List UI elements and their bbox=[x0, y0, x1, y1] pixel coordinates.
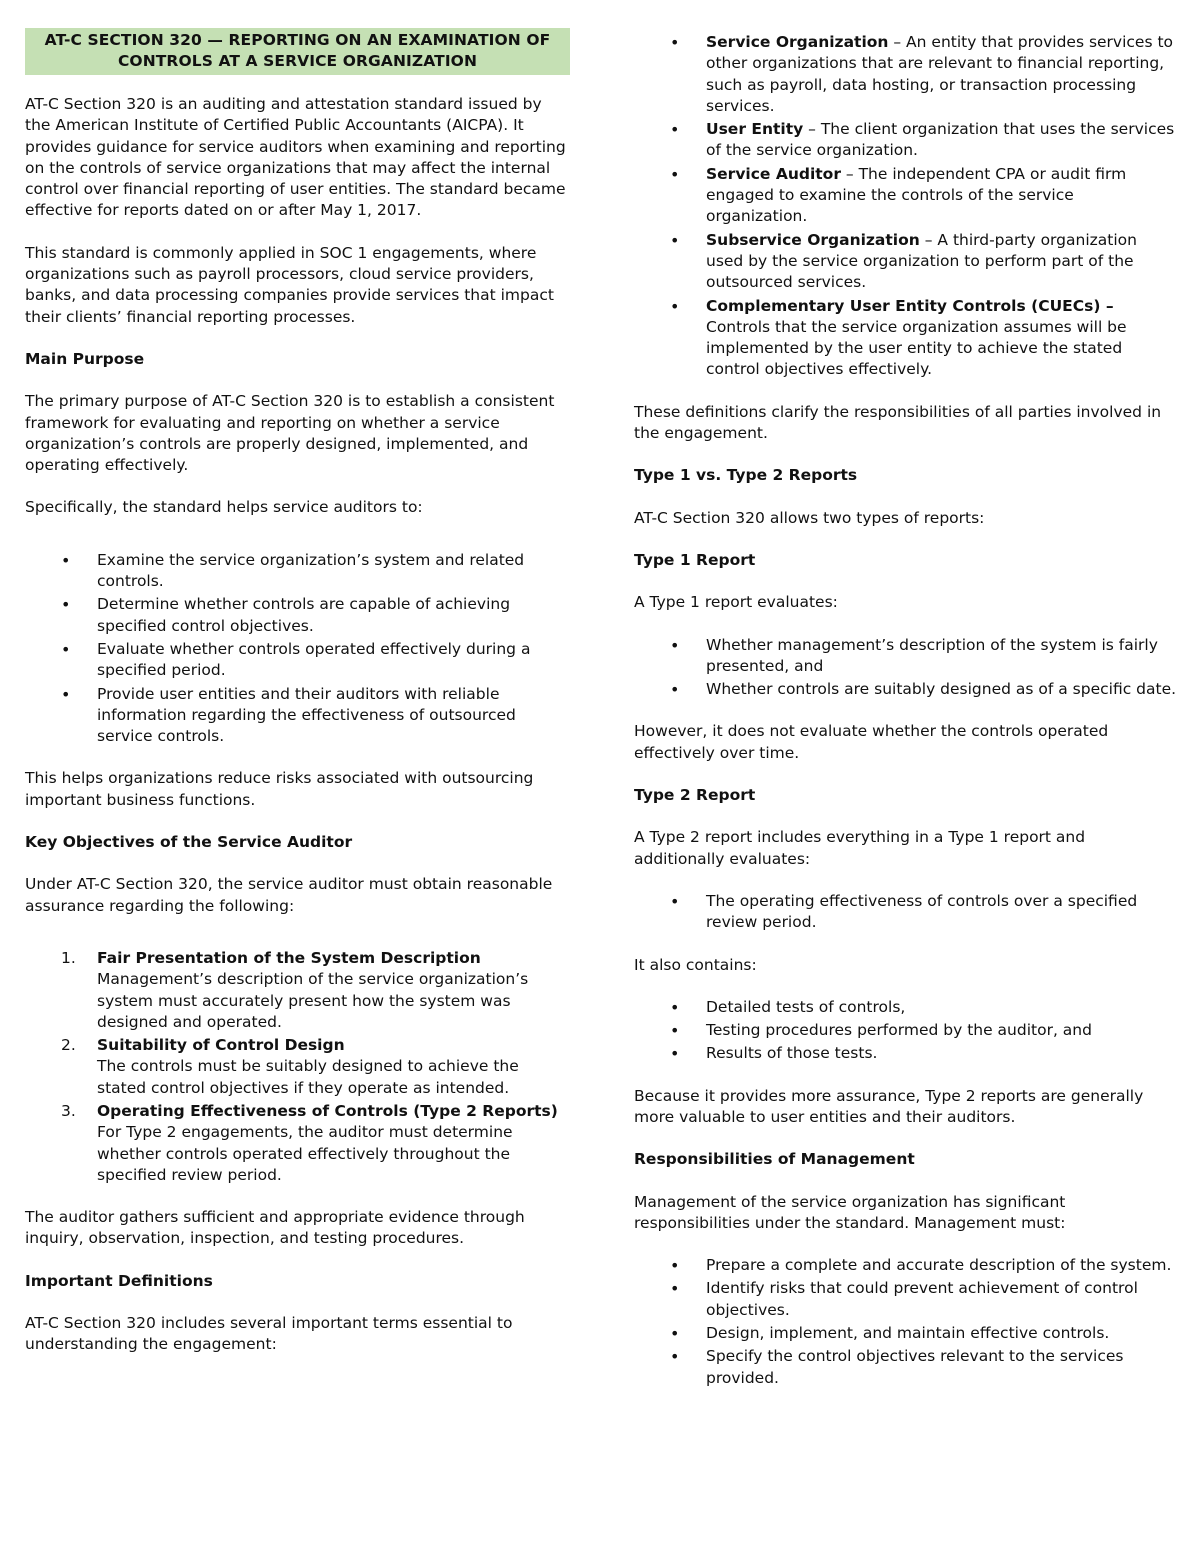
definitions-paragraph-2: These definitions clarify the responsibilities of all parties involved in the engagement. bbox=[634, 402, 1162, 443]
objectives-list bbox=[25, 948, 570, 1186]
item-text: For Type 2 engagements, the auditor must determine whether controls operated effectively throughout the specified review period. bbox=[97, 1123, 513, 1184]
term-text: Controls that the service organization assumes will be implemented by the user entity to achieve the stated control objectives effectively. bbox=[706, 317, 1127, 379]
main-purpose-paragraph-1: The primary purpose of AT-C Section 320 is to establish a consistent framework for evaluating and reporting on whether a service organization’s controls are properly designed, implemented, and operating effectively. bbox=[25, 392, 555, 475]
type1-paragraph-2: However, it does not evaluate whether the controls operated effectively over time. bbox=[634, 722, 1109, 762]
definitions-paragraph-1: AT-C Section 320 includes several important terms essential to understanding the engagement: bbox=[25, 1314, 513, 1354]
title-line-1: AT-C SECTION 320 — REPORTING ON AN EXAMINATION OF bbox=[44, 31, 551, 49]
intro-paragraph-1: AT-C Section 320 is an auditing and attestation standard issued by the American Institute of Certified Public Accountants (AICPA). It provides guidance for service auditors when examining and reporting on the controls of service organizations that may affect the internal control over financial reporting of user entities. The standard became effective for reports dated on or after May 1, 2017. bbox=[25, 95, 566, 220]
main-purpose-heading: Main Purpose bbox=[25, 349, 145, 368]
document-title bbox=[25, 28, 570, 75]
list-item: • Whether management’s description of the system is fairly presented, and bbox=[634, 635, 1179, 678]
item-text: The controls must be suitably designed to achieve the stated control objectives if they operate as intended. bbox=[97, 1057, 519, 1097]
item-text: Management’s description of the service organization’s system must accurately present how the system was designed and operated. bbox=[97, 970, 529, 1031]
left-column bbox=[25, 28, 570, 1377]
management-list bbox=[634, 1255, 1179, 1389]
term-text: – The independent CPA or audit firm engaged to examine the controls of the service organization. bbox=[706, 164, 1127, 226]
item-number: 2. bbox=[61, 1036, 76, 1055]
term: User Entity bbox=[706, 120, 804, 139]
main-purpose-list bbox=[25, 550, 570, 748]
list-item bbox=[634, 119, 1179, 162]
type2-contents-list bbox=[634, 997, 1179, 1065]
term: Complementary User Entity Controls (CUECs) – bbox=[706, 296, 1114, 315]
objectives-paragraph-1: Under AT-C Section 320, the service auditor must obtain reasonable assurance regarding the following: bbox=[25, 875, 553, 915]
objectives-paragraph-2: The auditor gathers sufficient and appropriate evidence through inquiry, observation, inspection, and testing procedures. bbox=[25, 1208, 525, 1248]
types-heading: Type 1 vs. Type 2 Reports bbox=[634, 466, 858, 485]
definitions-heading: Important Definitions bbox=[25, 1271, 213, 1290]
main-purpose-paragraph-2: Specifically, the standard helps service auditors to: bbox=[25, 498, 423, 517]
list-item: • Design, implement, and maintain effective controls. bbox=[634, 1323, 1179, 1344]
list-item: • Results of those tests. bbox=[634, 1043, 1179, 1064]
term-text: – An entity that provides services to other organizations that are relevant to financial reporting, such as payroll, data hosting, or transaction processing services. bbox=[706, 33, 1174, 115]
definitions-list bbox=[634, 32, 1179, 381]
right-column bbox=[634, 32, 1179, 1410]
term: Service Auditor bbox=[706, 164, 841, 183]
main-purpose-paragraph-3: This helps organizations reduce risks associated with outsourcing important business functions. bbox=[25, 769, 534, 809]
list-item: • Provide user entities and their auditors with reliable information regarding the effectiveness of outsourced service controls. bbox=[25, 684, 570, 748]
list-item: • Whether controls are suitably designed as of a specific date. bbox=[634, 679, 1179, 700]
management-heading: Responsibilities of Management bbox=[634, 1150, 915, 1169]
list-item bbox=[634, 164, 1179, 228]
list-item bbox=[25, 1035, 570, 1099]
list-item: • Determine whether controls are capable of achieving specified control objectives. bbox=[25, 594, 570, 637]
item-number: 1. bbox=[61, 948, 76, 967]
type1-heading: Type 1 Report bbox=[634, 550, 756, 569]
term-text: – The client organization that uses the services of the service organization. bbox=[706, 120, 1175, 160]
list-item: • Detailed tests of controls, bbox=[634, 997, 1179, 1018]
list-item: • Examine the service organization’s system and related controls. bbox=[25, 550, 570, 593]
type2-heading: Type 2 Report bbox=[634, 786, 756, 805]
objectives-heading: Key Objectives of the Service Auditor bbox=[25, 833, 353, 852]
list-item bbox=[634, 230, 1179, 294]
type1-paragraph-1: A Type 1 report evaluates: bbox=[634, 593, 838, 612]
type1-list bbox=[634, 635, 1179, 701]
type2-paragraph-3: Because it provides more assurance, Type 2 reports are generally more valuable to user entities and their auditors. bbox=[634, 1086, 1144, 1126]
list-item bbox=[25, 948, 570, 1033]
list-item bbox=[25, 1101, 570, 1186]
item-title: Suitability of Control Design bbox=[97, 1036, 345, 1055]
term: Subservice Organization bbox=[706, 230, 920, 249]
list-item: • The operating effectiveness of controls over a specified review period. bbox=[634, 891, 1179, 934]
list-item bbox=[634, 32, 1179, 117]
title-line-2: CONTROLS AT A SERVICE ORGANIZATION bbox=[117, 52, 478, 70]
intro-paragraph-2: This standard is commonly applied in SOC 1 engagements, where organizations such as payroll processors, cloud service providers, banks, and data processing companies provide services that impact their clients’ financial reporting processes. bbox=[25, 243, 554, 326]
item-title: Operating Effectiveness of Controls (Type 2 Reports) bbox=[97, 1101, 558, 1120]
list-item: • Prepare a complete and accurate description of the system. bbox=[634, 1255, 1179, 1276]
list-item: • Identify risks that could prevent achievement of control objectives. bbox=[634, 1278, 1179, 1321]
list-item: • Specify the control objectives relevant to the services provided. bbox=[634, 1346, 1179, 1389]
list-item bbox=[634, 296, 1179, 381]
list-item: • Testing procedures performed by the auditor, and bbox=[634, 1020, 1179, 1041]
types-paragraph-1: AT-C Section 320 allows two types of reports: bbox=[634, 508, 985, 527]
type2-paragraph-2: It also contains: bbox=[634, 955, 757, 974]
item-title: Fair Presentation of the System Description bbox=[97, 948, 481, 967]
list-item: • Evaluate whether controls operated effectively during a specified period. bbox=[25, 639, 570, 682]
type2-paragraph-1: A Type 2 report includes everything in a Type 1 report and additionally evaluates: bbox=[634, 828, 1086, 868]
type2-list bbox=[634, 891, 1179, 934]
term-text: – A third-party organization used by the service organization to perform part of the outsourced services. bbox=[706, 230, 1137, 292]
management-paragraph-1: Management of the service organization has significant responsibilities under the standard. Management must: bbox=[634, 1192, 1066, 1232]
item-number: 3. bbox=[61, 1101, 76, 1120]
term: Service Organization bbox=[706, 33, 889, 51]
